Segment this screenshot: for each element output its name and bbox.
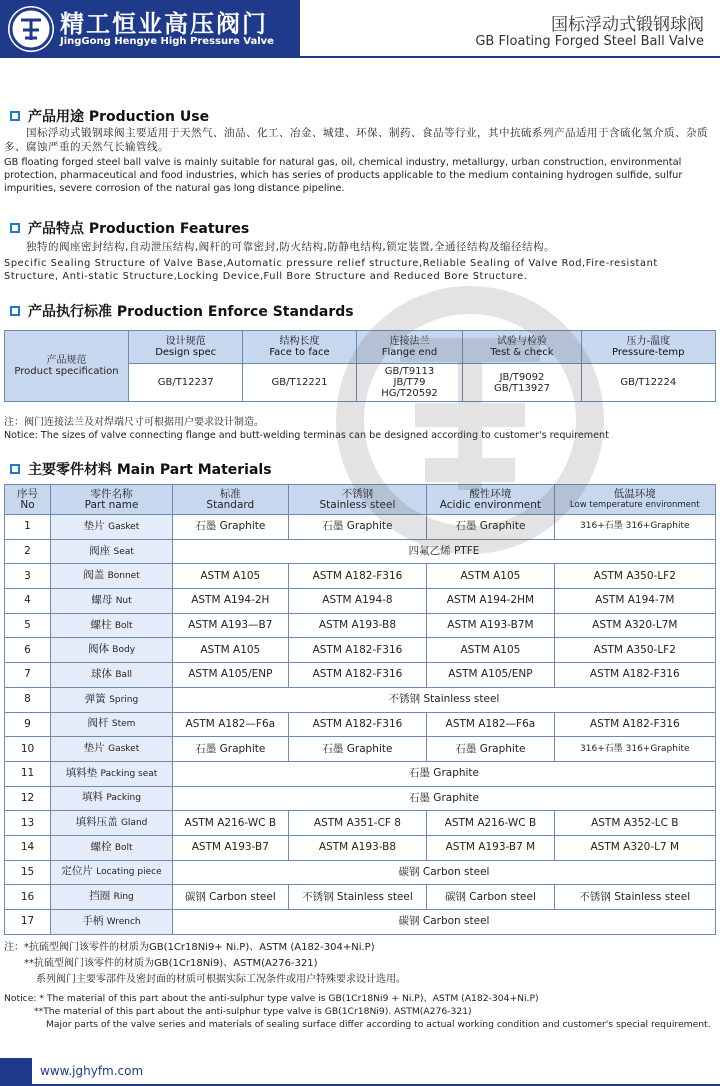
- material-lowtemp: ASTM A350-LF2: [554, 564, 715, 589]
- part-name-cn: 螺母: [91, 593, 113, 606]
- section-bullet-icon: [10, 464, 20, 474]
- part-name-en: Stem: [111, 719, 136, 730]
- parts-row: [5, 860, 716, 885]
- section-title-use: [10, 106, 209, 126]
- standards-row-label: [5, 331, 129, 402]
- standards-table: [4, 330, 716, 402]
- part-number: 6: [5, 638, 51, 663]
- material-standard: ASTM A182—F6a: [173, 712, 289, 737]
- standards-row-label-en: Product specification: [14, 366, 119, 377]
- part-name-en: Ball: [115, 669, 133, 680]
- material-acidic: 碳钢 Carbon steel: [427, 885, 554, 910]
- features-text-en: Specific Sealing Structure of Valve Base,Automatic pressure relief structure,Reliable Sealing of Valve Rod,Fire-resistant Structure, Anti-static Structure,Locking Device,Full Bore Structure and Reduced Bore Structure.: [4, 258, 658, 282]
- standards-header-en: Test & check: [490, 347, 554, 358]
- standards-header-en: Design spec: [155, 347, 217, 358]
- part-name-cn: 阀座: [89, 544, 111, 557]
- parts-row: [5, 663, 716, 688]
- note-en-1: Notice: * The material of this part about the anti-sulphur type valve is GB(1Cr18Ni9 + Ni.P)、ASTM (A182-304+Ni.P): [4, 993, 539, 1004]
- parts-row: [5, 835, 716, 860]
- material-stainless: ASTM A193-B8: [288, 835, 427, 860]
- standards-header-cn: 试验与检验: [496, 336, 547, 347]
- part-name-cn: 球体: [90, 667, 112, 680]
- material-stainless: ASTM A182-F316: [288, 712, 427, 737]
- material-stainless: 石墨 Graphite: [288, 515, 427, 540]
- part-name-cn: 阀盖: [83, 569, 105, 582]
- standards-value-face: [243, 364, 356, 402]
- part-number: 15: [5, 860, 51, 885]
- header-cn: 零件名称: [90, 487, 133, 500]
- standards-header-en: Face to face: [269, 347, 330, 358]
- standards-value-line: JB/T79: [393, 377, 426, 388]
- note-cn-3: 系列阀门主要零部件及密封面的材质可根据实际工况条件或用户特殊要求设计选用。: [36, 974, 406, 985]
- part-name-cn: 填料: [82, 791, 104, 804]
- part-number: 16: [5, 885, 51, 910]
- material-lowtemp: ASTM A182-F316: [554, 663, 715, 688]
- company-logo-icon: [8, 6, 54, 52]
- material-lowtemp: 316+石墨 316+Graphite: [554, 737, 715, 762]
- section-bullet-icon: [10, 111, 20, 121]
- header-en: Low temperature environment: [569, 499, 700, 510]
- header-en: No: [20, 498, 35, 511]
- page-header: [0, 0, 720, 62]
- part-name: [51, 663, 173, 688]
- standards-row-label-cn: 产品规范: [46, 355, 87, 366]
- parts-row: [5, 638, 716, 663]
- standards-value-line: GB/T13927: [494, 382, 550, 394]
- standards-header-en: Flange end: [381, 347, 438, 358]
- material-lowtemp: 316+石墨 316+Graphite: [554, 515, 715, 540]
- material-standard: 石墨 Graphite: [173, 737, 289, 762]
- header-cn: 酸性环境: [469, 487, 512, 500]
- part-name-cn: 垫片: [83, 742, 105, 755]
- part-name-en: Spring: [109, 694, 139, 705]
- standards-title: 产品执行标准 Production Enforce Standards: [28, 304, 354, 320]
- parts-header-lowtemp: [554, 485, 715, 515]
- section-title-standards: [10, 301, 354, 321]
- part-name-en: Ring: [113, 892, 134, 903]
- material-standard: ASTM A105/ENP: [173, 663, 289, 688]
- section-title-parts: [10, 459, 272, 479]
- standards-note-en: Notice: The sizes of valve connecting flange and butt-welding terminas can be designed according to customer's requirement: [4, 430, 609, 441]
- part-number: 8: [5, 687, 51, 712]
- use-title: 产品用途 Production Use: [28, 109, 210, 125]
- part-name-cn: 手柄: [82, 914, 104, 927]
- part-name-en: Locating piece: [96, 867, 162, 878]
- part-name-en: Gland: [120, 818, 148, 829]
- material-lowtemp: ASTM A352-LC B: [554, 811, 715, 836]
- part-name-cn: 填料压盖: [75, 816, 118, 829]
- part-name: [51, 811, 173, 836]
- part-name-en: Wrench: [106, 916, 141, 927]
- parts-row: [5, 737, 716, 762]
- part-name-cn: 填料垫: [65, 766, 98, 779]
- parts-header-stainless: [288, 485, 427, 515]
- header-en: Standard: [206, 498, 255, 511]
- parts-header-name: [51, 485, 173, 515]
- standards-header-en: Pressure-temp: [612, 347, 685, 358]
- part-name: [51, 687, 173, 712]
- parts-table-body: [5, 515, 716, 935]
- part-material-merged: 石墨 Graphite: [173, 786, 716, 811]
- part-name: [51, 860, 173, 885]
- standards-value-line: HG/T20592: [381, 388, 438, 399]
- material-standard: ASTM A193—B7: [173, 613, 289, 638]
- parts-row: [5, 613, 716, 638]
- standards-header-pressure: [581, 331, 715, 364]
- material-acidic: 石墨 Graphite: [427, 737, 554, 762]
- part-name: [51, 885, 173, 910]
- material-stainless: ASTM A351-CF 8: [288, 811, 427, 836]
- material-lowtemp: ASTM A320-L7M: [554, 613, 715, 638]
- material-lowtemp: ASTM A350-LF2: [554, 638, 715, 663]
- part-name-en: Nut: [115, 595, 132, 606]
- part-number: 11: [5, 761, 51, 786]
- parts-row: [5, 687, 716, 712]
- part-number: 3: [5, 564, 51, 589]
- material-stainless: ASTM A194-8: [288, 589, 427, 614]
- standards-header-face: [243, 331, 356, 364]
- company-name-cn: 精工恒业高压阀门: [60, 10, 268, 38]
- standards-value-line: GB/T9113: [384, 366, 435, 377]
- standards-header-cn: 设计规范: [165, 336, 206, 347]
- use-text-en: GB floating forged steel ball valve is mainly suitable for natural gas, oil, chemical industry, metallurgy, urban construction, environmental protection, pharmaceutical and food industries, which has series of products applicable to the medium containing hydrogen sulfide, sulfur impurities, severe corrosion of the natural gas long distance pipeline.: [4, 157, 683, 194]
- standards-note-cn: 注：阀门连接法兰及对焊端尺寸可根据用户要求设计制造。: [4, 417, 264, 428]
- section-bullet-icon: [10, 223, 20, 233]
- part-material-merged: 不锈钢 Stainless steel: [173, 687, 716, 712]
- note-en-3: Major parts of the valve series and materials of sealing surface differ according to actual working condition and customer's special requirement.: [46, 1019, 711, 1030]
- parts-row: [5, 515, 716, 540]
- part-name: [51, 737, 173, 762]
- part-name: [51, 564, 173, 589]
- features-title: 产品特点 Production Features: [28, 221, 250, 237]
- standards-value-pressure: [581, 364, 715, 402]
- product-title-en: GB Floating Forged Steel Ball Valve: [475, 34, 704, 49]
- material-acidic: ASTM A105/ENP: [427, 663, 554, 688]
- part-name: [51, 712, 173, 737]
- material-acidic: ASTM A182—F6a: [427, 712, 554, 737]
- standards-header-test: [463, 331, 581, 364]
- part-name-cn: 阀体: [87, 643, 109, 656]
- material-acidic: ASTM A216-WC B: [427, 811, 554, 836]
- parts-row: [5, 885, 716, 910]
- standards-value-flange: [356, 364, 463, 402]
- part-name-cn: 螺栓: [90, 840, 112, 853]
- material-acidic: ASTM A194-2HM: [427, 589, 554, 614]
- header-en: Stainless steel: [319, 498, 396, 511]
- part-number: 4: [5, 589, 51, 614]
- part-name-en: Bolt: [114, 620, 133, 631]
- part-name: [51, 786, 173, 811]
- part-name-en: Bolt: [114, 842, 133, 853]
- website-link[interactable]: www.jghyfm.com: [40, 1064, 144, 1078]
- part-number: 5: [5, 613, 51, 638]
- part-name-en: Packing seat: [100, 768, 158, 779]
- material-acidic: ASTM A193-B7 M: [427, 835, 554, 860]
- header-cn: 不锈钢: [341, 487, 374, 500]
- standards-header-cn: 结构长度: [279, 336, 320, 347]
- part-name: [51, 539, 173, 564]
- part-number: 1: [5, 515, 51, 540]
- material-standard: 碳钢 Carbon steel: [173, 885, 289, 910]
- part-material-merged: 石墨 Graphite: [173, 761, 716, 786]
- material-stainless: 石墨 Graphite: [288, 737, 427, 762]
- parts-row: [5, 811, 716, 836]
- header-en: Acidic environment: [439, 498, 542, 511]
- material-lowtemp: ASTM A320-L7 M: [554, 835, 715, 860]
- part-material-merged: 碳钢 Carbon steel: [173, 910, 716, 935]
- part-material-merged: 碳钢 Carbon steel: [173, 860, 716, 885]
- standards-header-cn: 压力-温度: [626, 336, 671, 347]
- standards-header-cn: 连接法兰: [389, 336, 430, 347]
- material-stainless: ASTM A193-B8: [288, 613, 427, 638]
- note-en-2: **The material of this part about the anti-sulphur type valve is GB(1Cr18Ni9). ASTM(A276-321): [34, 1006, 472, 1017]
- part-name-cn: 垫片: [83, 519, 105, 532]
- part-name: [51, 835, 173, 860]
- part-number: 14: [5, 835, 51, 860]
- header-cn: 序号: [17, 487, 38, 500]
- material-acidic: 石墨 Graphite: [427, 515, 554, 540]
- material-stainless: ASTM A182-F316: [288, 564, 427, 589]
- part-name: [51, 910, 173, 935]
- page-footer: [0, 1058, 720, 1086]
- material-standard: 石墨 Graphite: [173, 515, 289, 540]
- standards-header-design: [129, 331, 243, 364]
- part-name-en: Packing: [106, 793, 141, 804]
- part-name-en: Gasket: [108, 521, 140, 532]
- part-name: [51, 589, 173, 614]
- part-name: [51, 638, 173, 663]
- part-name-cn: 挡圈: [89, 890, 111, 903]
- note-cn-2: **抗硫型阀门该零件的材质为GB(1Cr18Ni9)、ASTM(A276-321): [24, 958, 318, 969]
- material-stainless: 不锈钢 Stainless steel: [288, 885, 427, 910]
- part-number: 2: [5, 539, 51, 564]
- part-name-cn: 螺柱: [90, 618, 112, 631]
- material-acidic: ASTM A105: [427, 564, 554, 589]
- part-material-merged: 四氟乙烯 PTFE: [173, 539, 716, 564]
- material-standard: ASTM A193-B7: [173, 835, 289, 860]
- part-name: [51, 613, 173, 638]
- features-text-cn: 独特的阀座密封结构,自动泄压结构,阀杆的可靠密封,防火结构,防静电结构,锁定装置,全通径结构及缩径结构。: [26, 241, 556, 253]
- note-cn-1: 注：*抗硫型阀门该零件的材质为GB(1Cr18Ni9+ Ni.P)、ASTM (A182-304+Ni.P): [4, 942, 375, 953]
- material-acidic: ASTM A105: [427, 638, 554, 663]
- material-lowtemp: ASTM A182-F316: [554, 712, 715, 737]
- header-cn: 低温环境: [613, 487, 656, 500]
- brand-banner: [0, 0, 300, 58]
- parts-header-standard: [173, 485, 289, 515]
- part-number: 17: [5, 910, 51, 935]
- parts-title: 主要零件材料 Main Part Materials: [28, 462, 272, 478]
- material-lowtemp: 不锈钢 Stainless steel: [554, 885, 715, 910]
- section-bullet-icon: [10, 306, 20, 316]
- parts-row: [5, 589, 716, 614]
- part-number: 10: [5, 737, 51, 762]
- standards-value-line: GB/T12221: [271, 377, 328, 388]
- header-cn: 标准: [219, 487, 241, 500]
- parts-table: [4, 484, 716, 935]
- parts-header-no: [5, 485, 51, 515]
- header-en: Part name: [84, 498, 139, 511]
- section-title-features: [10, 218, 249, 238]
- header-divider: [300, 56, 720, 58]
- part-number: 9: [5, 712, 51, 737]
- part-name-en: Bonnet: [107, 571, 140, 582]
- part-name-cn: 定位片: [61, 865, 93, 878]
- part-name-cn: 弹簧: [84, 692, 106, 705]
- standards-header-flange: [356, 331, 463, 364]
- parts-row: [5, 564, 716, 589]
- part-number: 7: [5, 663, 51, 688]
- part-name-en: Seat: [113, 546, 134, 557]
- parts-row: [5, 910, 716, 935]
- part-number: 12: [5, 786, 51, 811]
- material-standard: ASTM A105: [173, 638, 289, 663]
- material-stainless: ASTM A182-F316: [288, 663, 427, 688]
- standards-value-line: GB/T12224: [620, 377, 677, 388]
- material-acidic: ASTM A193-B7M: [427, 613, 554, 638]
- part-name-cn: 阀杆: [87, 717, 109, 730]
- parts-header-acidic: [427, 485, 554, 515]
- part-name-en: Gasket: [108, 744, 140, 755]
- part-name: [51, 761, 173, 786]
- footer-accent: [0, 1058, 32, 1086]
- material-standard: ASTM A105: [173, 564, 289, 589]
- material-stainless: ASTM A182-F316: [288, 638, 427, 663]
- part-number: 13: [5, 811, 51, 836]
- parts-row: [5, 761, 716, 786]
- company-name-en: JingGong Hengye High Pressure Valve: [60, 36, 274, 47]
- parts-row: [5, 539, 716, 564]
- use-text-cn: 国标浮动式锻钢球阀主要适用于天然气、油品、化工、冶金、城建、环保、制药、食品等行业，其中抗硫系列产品适用于含硫化氢介质、杂质多、腐蚀严重的天然气长输管线。: [4, 127, 708, 153]
- standards-value-line: JB/T9092: [499, 371, 545, 383]
- parts-row: [5, 786, 716, 811]
- material-standard: ASTM A216-WC B: [173, 811, 289, 836]
- standards-value-line: GB/T12237: [157, 377, 214, 388]
- standards-value-design: [129, 364, 243, 402]
- part-name: [51, 515, 173, 540]
- standards-value-test: [463, 364, 581, 402]
- product-title-cn: 国标浮动式锻钢球阀: [551, 15, 704, 35]
- part-name-en: Body: [112, 645, 136, 656]
- material-lowtemp: ASTM A194-7M: [554, 589, 715, 614]
- parts-row: [5, 712, 716, 737]
- material-standard: ASTM A194-2H: [173, 589, 289, 614]
